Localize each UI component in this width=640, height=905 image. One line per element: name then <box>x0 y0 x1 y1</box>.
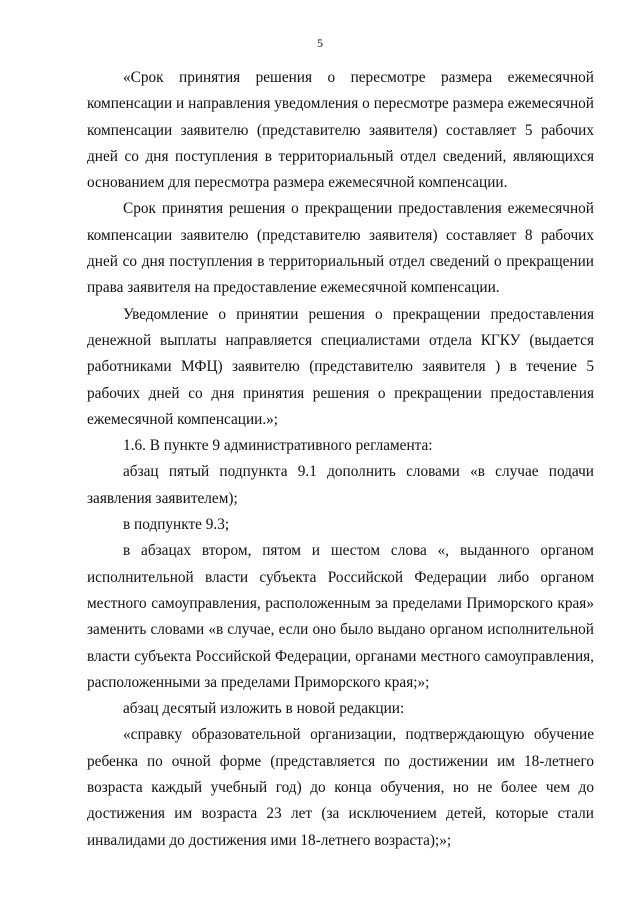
document-body <box>87 65 594 854</box>
paragraph-termination-notice: Уведомление о принятии решения о прекращении предоставления денежной выплаты направляется специалистами отдела КГКУ (выдается работниками МФЦ) заявителю (представителю заявителя ) в течение 5 рабочих дней со дня принятия решения о прекращении предоставления ежемесячной компенсации.»; <box>87 305 594 428</box>
paragraph-subclause-9-1: абзац пятый подпункта 9.1 дополнить словами «в случае подачи заявления заявителем); <box>87 463 594 507</box>
page-number: 5 <box>317 36 323 50</box>
paragraph-section-1-6: 1.6. В пункте 9 административного регламента: <box>123 437 433 455</box>
paragraph-termination-deadline: Срок принятия решения о прекращении предоставления ежемесячной компенсации заявителю (представителю заявителя) составляет 8 рабочих дней со дня поступления в территориальный отдел сведений о прекращении права заявителя на предоставление ежемесячной компенсации. <box>87 200 594 297</box>
paragraph-replace-words: в абзацах втором, пятом и шестом слова «, выданного органом исполнительной власти субъекта Российской Федерации либо органом местного самоуправления, расположенным за пределами Приморского края» заменить словами «в случае, если оно было выдано органом исполнительной власти субъекта Российской Федерации, органами местного самоуправления, расположенными за пределами Приморского края;»; <box>87 542 594 691</box>
paragraph-tenth-abzac: абзац десятый изложить в новой редакции: <box>123 700 405 718</box>
paragraph-education-certificate: «справку образовательной организации, подтверждающую обучение ребенка по очной форме (представляется по достижении им 18-летнего возраста каждый учебный год) до конца обучения, но не более чем до достижения им возраста 23 лет (за исключением детей, которые стали инвалидами до достижения ими 18-летнего возраста);»; <box>87 726 594 849</box>
paragraph-review-deadline: «Срок принятия решения о пересмотре размера ежемесячной компенсации и направления уведомления о пересмотре размера ежемесячной компенсации заявителю (представителю заявителя) составляет 5 рабочих дней со дня поступления в территориальный отдел сведений, являющихся основанием для пересмотра размера ежемесячной компенсации. <box>87 69 594 192</box>
paragraph-subclause-9-3: в подпункте 9.3; <box>123 516 230 534</box>
